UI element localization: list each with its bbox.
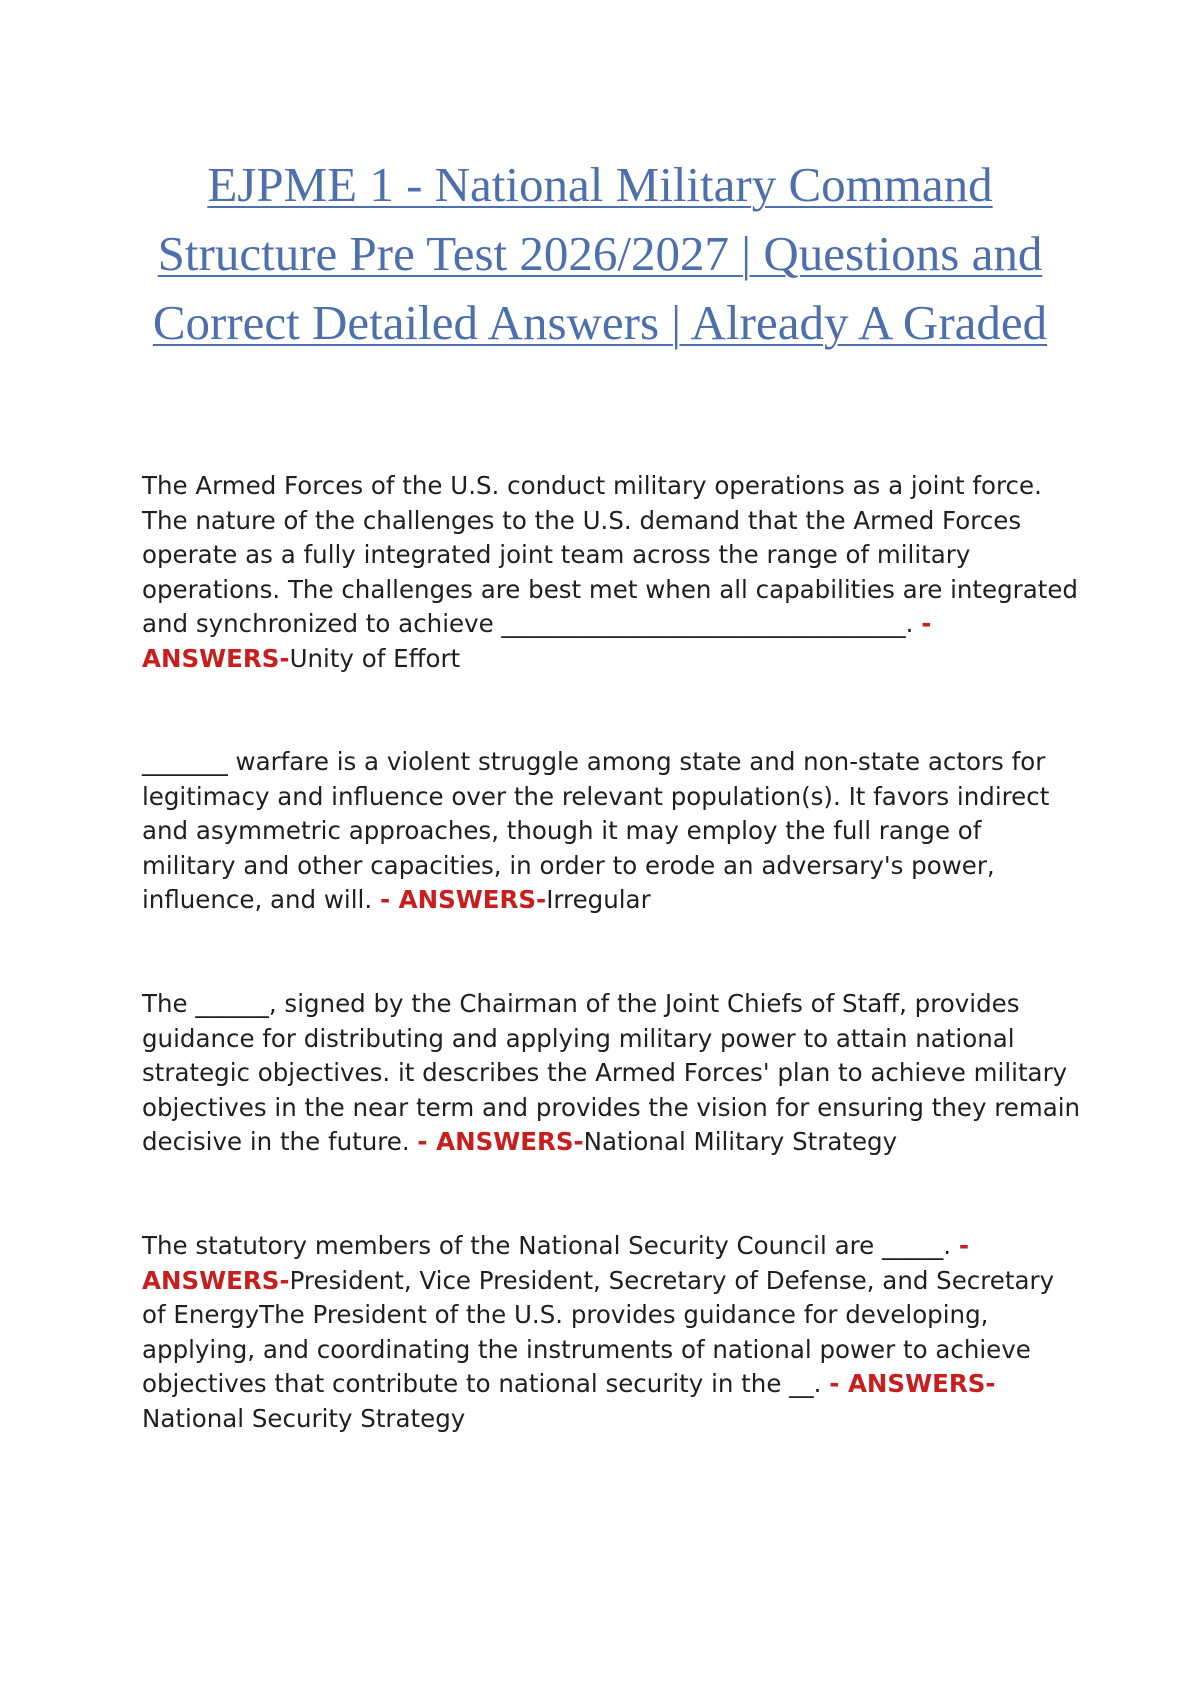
- qa-item: [142, 987, 1082, 1160]
- question-text: The Armed Forces of the U.S. conduct military operations as a joint force. The nature of the challenges to the U.S. demand that the Armed Forces operate as a fully integrated joint team across the range of military operations. The challenges are best met when all capabilities are integrated and synchronized to achieve _________________________________.: [142, 471, 1078, 638]
- answer-text: Irregular: [546, 885, 651, 914]
- question-text: The ______, signed by the Chairman of the Joint Chiefs of Staff, provides guidance for distributing and applying military power to attain national strategic objectives. it describes the Armed Forces' plan to achieve military objectives in the near term and provides the vision for ensuring they remain decisive in the future.: [142, 989, 1081, 1156]
- question-text: _______ warfare is a violent struggle among state and non-state actors for legitimacy and influence over the relevant population(s). It favors indirect and asymmetric approaches, though it may employ the full range of military and other capacities, in order to erode an adversary's power, influence, and will.: [142, 747, 1050, 914]
- qa-item: [142, 745, 1082, 918]
- answer-text: National Security Strategy: [142, 1403, 466, 1433]
- answer-marker: - ANSWERS-: [829, 1369, 996, 1398]
- answer-marker: - ANSWERS-: [417, 1127, 584, 1156]
- answer-text: President, Vice President, Secretary of Defense, and Secretary of EnergyThe President of the U.S. provides guidance for developing, applying, and coordinating the instruments of national power to achieve objectives that contribute to national security in the __.: [142, 1265, 1055, 1398]
- answer-marker: - ANSWERS-: [142, 609, 932, 673]
- answer-text: Unity of Effort: [289, 643, 461, 673]
- question-text: The statutory members of the National Security Council are _____.: [142, 1231, 959, 1260]
- answer-marker: - ANSWERS-: [142, 1231, 969, 1295]
- qa-item: [142, 469, 1082, 676]
- qa-item: [142, 1229, 1082, 1436]
- answer-text: National Military Strategy: [583, 1127, 898, 1156]
- document-title: EJPME 1 - National Military Command Structure Pre Test 2026/2027 | Questions and Correct Detailed Answers | Already A Graded: [152, 157, 1048, 350]
- answer-marker: - ANSWERS-: [379, 885, 547, 914]
